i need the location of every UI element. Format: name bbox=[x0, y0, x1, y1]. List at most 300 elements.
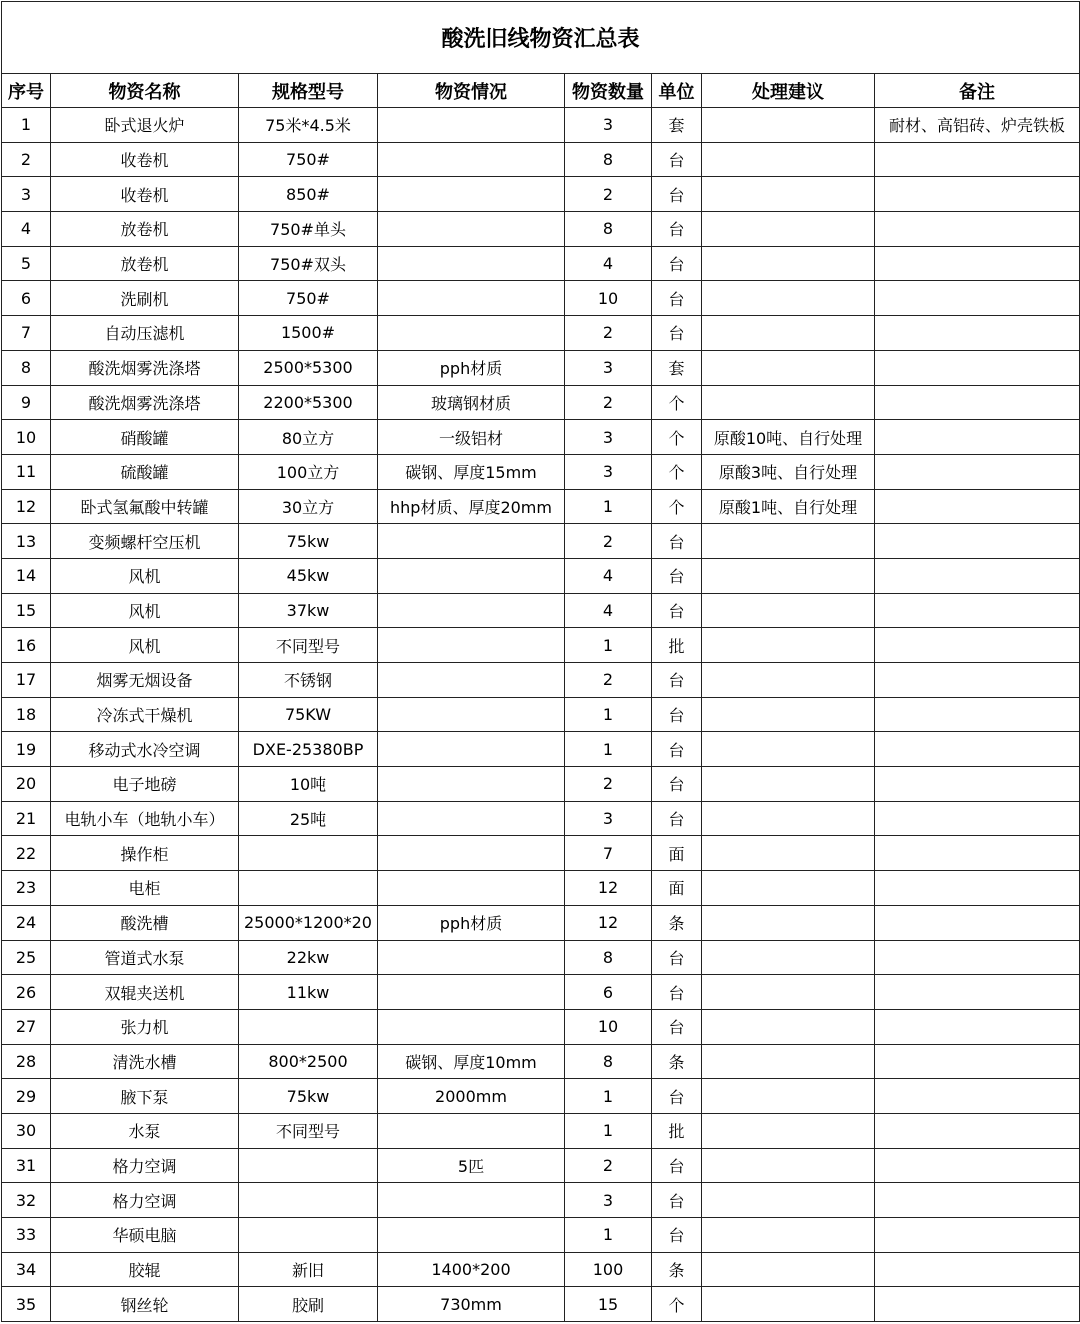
cell-remark bbox=[875, 628, 1080, 663]
table-row bbox=[2, 1148, 1080, 1183]
cell-quantity: 3 bbox=[565, 1183, 652, 1218]
cell-remark bbox=[875, 1183, 1080, 1218]
table-row bbox=[2, 1044, 1080, 1079]
cell-suggestion bbox=[702, 142, 875, 177]
cell-unit: 面 bbox=[652, 871, 702, 906]
cell-unit: 套 bbox=[652, 350, 702, 385]
table-row bbox=[2, 1252, 1080, 1287]
cell-spec: 75kw bbox=[239, 524, 378, 559]
cell-condition: 碳钢、厚度15mm bbox=[378, 454, 565, 489]
cell-seq: 14 bbox=[2, 558, 51, 593]
cell-spec: 75KW bbox=[239, 697, 378, 732]
cell-seq: 28 bbox=[2, 1044, 51, 1079]
cell-name: 格力空调 bbox=[51, 1148, 239, 1183]
cell-suggestion bbox=[702, 281, 875, 316]
cell-remark bbox=[875, 420, 1080, 455]
cell-unit: 台 bbox=[652, 975, 702, 1010]
cell-suggestion bbox=[702, 558, 875, 593]
cell-condition bbox=[378, 593, 565, 628]
cell-unit: 台 bbox=[652, 767, 702, 802]
cell-name: 管道式水泵 bbox=[51, 940, 239, 975]
cell-unit: 台 bbox=[652, 1148, 702, 1183]
cell-seq: 32 bbox=[2, 1183, 51, 1218]
cell-suggestion bbox=[702, 767, 875, 802]
cell-quantity: 4 bbox=[565, 558, 652, 593]
cell-suggestion bbox=[702, 593, 875, 628]
cell-quantity: 3 bbox=[565, 108, 652, 143]
table-row bbox=[2, 350, 1080, 385]
cell-name: 风机 bbox=[51, 558, 239, 593]
cell-remark bbox=[875, 801, 1080, 836]
cell-name: 酸洗槽 bbox=[51, 905, 239, 940]
table-row bbox=[2, 1287, 1080, 1322]
cell-quantity: 2 bbox=[565, 177, 652, 212]
cell-spec: 100立方 bbox=[239, 454, 378, 489]
cell-quantity: 2 bbox=[565, 385, 652, 420]
cell-spec: 750#单头 bbox=[239, 212, 378, 247]
cell-seq: 25 bbox=[2, 940, 51, 975]
cell-quantity: 100 bbox=[565, 1252, 652, 1287]
cell-unit: 条 bbox=[652, 905, 702, 940]
cell-quantity: 1 bbox=[565, 1113, 652, 1148]
cell-remark bbox=[875, 975, 1080, 1010]
cell-quantity: 1 bbox=[565, 1218, 652, 1253]
header-remark: 备注 bbox=[875, 74, 1080, 108]
cell-name: 华硕电脑 bbox=[51, 1218, 239, 1253]
cell-unit: 台 bbox=[652, 1079, 702, 1114]
cell-quantity: 1 bbox=[565, 697, 652, 732]
cell-remark bbox=[875, 767, 1080, 802]
table-row bbox=[2, 940, 1080, 975]
cell-remark bbox=[875, 281, 1080, 316]
cell-suggestion bbox=[702, 975, 875, 1010]
cell-quantity: 1 bbox=[565, 628, 652, 663]
cell-suggestion: 原酸3吨、自行处理 bbox=[702, 454, 875, 489]
cell-remark bbox=[875, 697, 1080, 732]
cell-suggestion bbox=[702, 1148, 875, 1183]
cell-condition bbox=[378, 628, 565, 663]
cell-name: 烟雾无烟设备 bbox=[51, 663, 239, 698]
cell-unit: 台 bbox=[652, 212, 702, 247]
cell-name: 收卷机 bbox=[51, 177, 239, 212]
cell-condition bbox=[378, 316, 565, 351]
table-row bbox=[2, 1079, 1080, 1114]
cell-quantity: 2 bbox=[565, 524, 652, 559]
cell-spec: 不同型号 bbox=[239, 628, 378, 663]
cell-seq: 3 bbox=[2, 177, 51, 212]
table-row bbox=[2, 558, 1080, 593]
header-spec: 规格型号 bbox=[239, 74, 378, 108]
cell-suggestion bbox=[702, 1252, 875, 1287]
cell-remark bbox=[875, 1009, 1080, 1044]
cell-spec: 75米*4.5米 bbox=[239, 108, 378, 143]
cell-condition bbox=[378, 524, 565, 559]
cell-name: 硫酸罐 bbox=[51, 454, 239, 489]
cell-spec: 11kw bbox=[239, 975, 378, 1010]
table-row bbox=[2, 454, 1080, 489]
cell-seq: 4 bbox=[2, 212, 51, 247]
cell-name: 冷冻式干燥机 bbox=[51, 697, 239, 732]
cell-quantity: 2 bbox=[565, 1148, 652, 1183]
cell-suggestion bbox=[702, 524, 875, 559]
cell-condition bbox=[378, 697, 565, 732]
cell-suggestion bbox=[702, 871, 875, 906]
cell-spec: 750#双头 bbox=[239, 246, 378, 281]
cell-suggestion bbox=[702, 628, 875, 663]
cell-remark bbox=[875, 212, 1080, 247]
cell-name: 格力空调 bbox=[51, 1183, 239, 1218]
cell-name: 张力机 bbox=[51, 1009, 239, 1044]
cell-remark bbox=[875, 905, 1080, 940]
cell-seq: 24 bbox=[2, 905, 51, 940]
cell-unit: 台 bbox=[652, 1183, 702, 1218]
cell-quantity: 4 bbox=[565, 246, 652, 281]
cell-suggestion bbox=[702, 1079, 875, 1114]
table-row bbox=[2, 836, 1080, 871]
table-row bbox=[2, 489, 1080, 524]
cell-condition bbox=[378, 108, 565, 143]
cell-suggestion bbox=[702, 801, 875, 836]
cell-name: 酸洗烟雾洗涤塔 bbox=[51, 350, 239, 385]
cell-spec: 75kw bbox=[239, 1079, 378, 1114]
cell-quantity: 1 bbox=[565, 1079, 652, 1114]
table-row bbox=[2, 1113, 1080, 1148]
header-seq: 序号 bbox=[2, 74, 51, 108]
cell-unit: 台 bbox=[652, 316, 702, 351]
cell-spec: 800*2500 bbox=[239, 1044, 378, 1079]
cell-condition: hhp材质、厚度20mm bbox=[378, 489, 565, 524]
cell-seq: 29 bbox=[2, 1079, 51, 1114]
cell-quantity: 7 bbox=[565, 836, 652, 871]
cell-spec: 胶刷 bbox=[239, 1287, 378, 1322]
cell-remark: 耐材、高铝砖、炉壳铁板 bbox=[875, 108, 1080, 143]
table-row bbox=[2, 1183, 1080, 1218]
cell-seq: 35 bbox=[2, 1287, 51, 1322]
cell-unit: 套 bbox=[652, 108, 702, 143]
cell-quantity: 3 bbox=[565, 350, 652, 385]
cell-remark bbox=[875, 1218, 1080, 1253]
table-row bbox=[2, 697, 1080, 732]
cell-remark bbox=[875, 940, 1080, 975]
cell-name: 水泵 bbox=[51, 1113, 239, 1148]
cell-suggestion bbox=[702, 108, 875, 143]
cell-spec bbox=[239, 1183, 378, 1218]
cell-suggestion bbox=[702, 905, 875, 940]
cell-spec bbox=[239, 836, 378, 871]
cell-unit: 个 bbox=[652, 1287, 702, 1322]
cell-suggestion bbox=[702, 1044, 875, 1079]
cell-suggestion bbox=[702, 940, 875, 975]
cell-suggestion bbox=[702, 663, 875, 698]
cell-unit: 批 bbox=[652, 1113, 702, 1148]
cell-remark bbox=[875, 1079, 1080, 1114]
cell-suggestion bbox=[702, 1113, 875, 1148]
cell-remark bbox=[875, 177, 1080, 212]
cell-seq: 5 bbox=[2, 246, 51, 281]
cell-spec: 1500# bbox=[239, 316, 378, 351]
cell-unit: 台 bbox=[652, 1218, 702, 1253]
table-row bbox=[2, 593, 1080, 628]
cell-quantity: 3 bbox=[565, 801, 652, 836]
cell-seq: 7 bbox=[2, 316, 51, 351]
cell-quantity: 2 bbox=[565, 663, 652, 698]
cell-remark bbox=[875, 454, 1080, 489]
header-condition: 物资情况 bbox=[378, 74, 565, 108]
cell-quantity: 2 bbox=[565, 316, 652, 351]
cell-suggestion bbox=[702, 246, 875, 281]
header-unit: 单位 bbox=[652, 74, 702, 108]
cell-condition bbox=[378, 767, 565, 802]
cell-suggestion bbox=[702, 836, 875, 871]
cell-name: 腋下泵 bbox=[51, 1079, 239, 1114]
cell-seq: 34 bbox=[2, 1252, 51, 1287]
table-row bbox=[2, 281, 1080, 316]
cell-seq: 19 bbox=[2, 732, 51, 767]
title-row bbox=[2, 2, 1080, 74]
cell-spec: 不同型号 bbox=[239, 1113, 378, 1148]
cell-spec bbox=[239, 871, 378, 906]
cell-name: 操作柜 bbox=[51, 836, 239, 871]
cell-suggestion: 原酸10吨、自行处理 bbox=[702, 420, 875, 455]
cell-condition bbox=[378, 732, 565, 767]
cell-remark bbox=[875, 350, 1080, 385]
cell-remark bbox=[875, 732, 1080, 767]
cell-quantity: 8 bbox=[565, 1044, 652, 1079]
table-row bbox=[2, 663, 1080, 698]
cell-condition: 2000mm bbox=[378, 1079, 565, 1114]
cell-seq: 23 bbox=[2, 871, 51, 906]
cell-quantity: 1 bbox=[565, 489, 652, 524]
cell-remark bbox=[875, 558, 1080, 593]
cell-quantity: 3 bbox=[565, 420, 652, 455]
cell-spec bbox=[239, 1148, 378, 1183]
cell-seq: 2 bbox=[2, 142, 51, 177]
cell-suggestion bbox=[702, 385, 875, 420]
cell-quantity: 8 bbox=[565, 212, 652, 247]
cell-name: 电轨小车（地轨小车） bbox=[51, 801, 239, 836]
cell-name: 硝酸罐 bbox=[51, 420, 239, 455]
table-row bbox=[2, 316, 1080, 351]
cell-spec: DXE-25380BP bbox=[239, 732, 378, 767]
cell-spec: 45kw bbox=[239, 558, 378, 593]
cell-seq: 13 bbox=[2, 524, 51, 559]
table-row bbox=[2, 1218, 1080, 1253]
cell-name: 清洗水槽 bbox=[51, 1044, 239, 1079]
cell-quantity: 15 bbox=[565, 1287, 652, 1322]
cell-spec: 750# bbox=[239, 142, 378, 177]
cell-spec: 2200*5300 bbox=[239, 385, 378, 420]
table-row bbox=[2, 871, 1080, 906]
cell-seq: 33 bbox=[2, 1218, 51, 1253]
cell-remark bbox=[875, 1113, 1080, 1148]
cell-seq: 17 bbox=[2, 663, 51, 698]
table-row bbox=[2, 212, 1080, 247]
cell-name: 卧式氢氟酸中转罐 bbox=[51, 489, 239, 524]
cell-remark bbox=[875, 836, 1080, 871]
cell-spec: 25000*1200*20 bbox=[239, 905, 378, 940]
cell-unit: 面 bbox=[652, 836, 702, 871]
cell-name: 电柜 bbox=[51, 871, 239, 906]
cell-condition bbox=[378, 142, 565, 177]
cell-remark bbox=[875, 1287, 1080, 1322]
cell-remark bbox=[875, 1044, 1080, 1079]
cell-spec: 10吨 bbox=[239, 767, 378, 802]
cell-seq: 1 bbox=[2, 108, 51, 143]
header-suggestion: 处理建议 bbox=[702, 74, 875, 108]
cell-condition: pph材质 bbox=[378, 905, 565, 940]
cell-spec: 80立方 bbox=[239, 420, 378, 455]
cell-condition: 5匹 bbox=[378, 1148, 565, 1183]
cell-spec: 30立方 bbox=[239, 489, 378, 524]
table-row bbox=[2, 108, 1080, 143]
cell-name: 风机 bbox=[51, 628, 239, 663]
cell-quantity: 8 bbox=[565, 142, 652, 177]
cell-quantity: 3 bbox=[565, 454, 652, 489]
cell-unit: 个 bbox=[652, 385, 702, 420]
cell-seq: 9 bbox=[2, 385, 51, 420]
cell-remark bbox=[875, 871, 1080, 906]
table-row bbox=[2, 801, 1080, 836]
cell-spec: 850# bbox=[239, 177, 378, 212]
cell-condition bbox=[378, 1218, 565, 1253]
cell-spec: 2500*5300 bbox=[239, 350, 378, 385]
table-row bbox=[2, 905, 1080, 940]
cell-unit: 台 bbox=[652, 940, 702, 975]
cell-name: 风机 bbox=[51, 593, 239, 628]
cell-quantity: 12 bbox=[565, 905, 652, 940]
cell-condition: 碳钢、厚度10mm bbox=[378, 1044, 565, 1079]
cell-seq: 31 bbox=[2, 1148, 51, 1183]
cell-name: 放卷机 bbox=[51, 212, 239, 247]
cell-spec bbox=[239, 1009, 378, 1044]
cell-unit: 台 bbox=[652, 281, 702, 316]
cell-remark bbox=[875, 1252, 1080, 1287]
cell-quantity: 8 bbox=[565, 940, 652, 975]
cell-remark bbox=[875, 1148, 1080, 1183]
cell-seq: 16 bbox=[2, 628, 51, 663]
cell-condition: 玻璃钢材质 bbox=[378, 385, 565, 420]
cell-spec: 25吨 bbox=[239, 801, 378, 836]
cell-spec: 750# bbox=[239, 281, 378, 316]
cell-seq: 27 bbox=[2, 1009, 51, 1044]
table-row bbox=[2, 767, 1080, 802]
cell-condition bbox=[378, 871, 565, 906]
cell-remark bbox=[875, 316, 1080, 351]
cell-condition bbox=[378, 246, 565, 281]
cell-condition: 一级铝材 bbox=[378, 420, 565, 455]
cell-seq: 18 bbox=[2, 697, 51, 732]
cell-remark bbox=[875, 385, 1080, 420]
cell-seq: 26 bbox=[2, 975, 51, 1010]
cell-suggestion bbox=[702, 177, 875, 212]
cell-seq: 11 bbox=[2, 454, 51, 489]
cell-seq: 30 bbox=[2, 1113, 51, 1148]
cell-name: 钢丝轮 bbox=[51, 1287, 239, 1322]
table-body bbox=[2, 2, 1080, 1322]
cell-spec: 不锈钢 bbox=[239, 663, 378, 698]
cell-suggestion bbox=[702, 1183, 875, 1218]
cell-spec: 新旧 bbox=[239, 1252, 378, 1287]
table-row bbox=[2, 246, 1080, 281]
cell-condition bbox=[378, 663, 565, 698]
cell-unit: 台 bbox=[652, 1009, 702, 1044]
cell-condition bbox=[378, 212, 565, 247]
cell-quantity: 1 bbox=[565, 732, 652, 767]
cell-quantity: 10 bbox=[565, 1009, 652, 1044]
header-name: 物资名称 bbox=[51, 74, 239, 108]
cell-name: 酸洗烟雾洗涤塔 bbox=[51, 385, 239, 420]
cell-condition bbox=[378, 558, 565, 593]
cell-name: 放卷机 bbox=[51, 246, 239, 281]
cell-condition bbox=[378, 836, 565, 871]
cell-unit: 台 bbox=[652, 177, 702, 212]
cell-seq: 8 bbox=[2, 350, 51, 385]
table-row bbox=[2, 524, 1080, 559]
cell-unit: 台 bbox=[652, 524, 702, 559]
cell-suggestion bbox=[702, 316, 875, 351]
cell-unit: 台 bbox=[652, 732, 702, 767]
header-row bbox=[2, 74, 1080, 108]
cell-name: 收卷机 bbox=[51, 142, 239, 177]
cell-condition: 730mm bbox=[378, 1287, 565, 1322]
cell-remark bbox=[875, 246, 1080, 281]
cell-quantity: 4 bbox=[565, 593, 652, 628]
cell-suggestion bbox=[702, 350, 875, 385]
cell-unit: 台 bbox=[652, 663, 702, 698]
cell-unit: 台 bbox=[652, 142, 702, 177]
cell-seq: 22 bbox=[2, 836, 51, 871]
table-row bbox=[2, 142, 1080, 177]
table-row bbox=[2, 385, 1080, 420]
cell-name: 双辊夹送机 bbox=[51, 975, 239, 1010]
table-row bbox=[2, 628, 1080, 663]
cell-seq: 21 bbox=[2, 801, 51, 836]
cell-remark bbox=[875, 142, 1080, 177]
cell-condition bbox=[378, 940, 565, 975]
cell-suggestion bbox=[702, 212, 875, 247]
cell-suggestion bbox=[702, 732, 875, 767]
cell-unit: 台 bbox=[652, 558, 702, 593]
cell-suggestion bbox=[702, 1287, 875, 1322]
table-row bbox=[2, 420, 1080, 455]
cell-unit: 台 bbox=[652, 801, 702, 836]
cell-suggestion: 原酸1吨、自行处理 bbox=[702, 489, 875, 524]
cell-unit: 条 bbox=[652, 1044, 702, 1079]
cell-remark bbox=[875, 524, 1080, 559]
cell-spec: 22kw bbox=[239, 940, 378, 975]
cell-suggestion bbox=[702, 1218, 875, 1253]
cell-condition: 1400*200 bbox=[378, 1252, 565, 1287]
cell-remark bbox=[875, 593, 1080, 628]
material-summary-table bbox=[1, 1, 1080, 1322]
cell-unit: 个 bbox=[652, 420, 702, 455]
cell-suggestion bbox=[702, 1009, 875, 1044]
cell-name: 洗刷机 bbox=[51, 281, 239, 316]
table-row bbox=[2, 1009, 1080, 1044]
cell-name: 自动压滤机 bbox=[51, 316, 239, 351]
table-row bbox=[2, 177, 1080, 212]
cell-condition bbox=[378, 801, 565, 836]
cell-unit: 台 bbox=[652, 593, 702, 628]
cell-unit: 个 bbox=[652, 489, 702, 524]
table-title: 酸洗旧线物资汇总表 bbox=[2, 2, 1080, 74]
cell-seq: 10 bbox=[2, 420, 51, 455]
cell-quantity: 2 bbox=[565, 767, 652, 802]
cell-condition bbox=[378, 1009, 565, 1044]
cell-seq: 15 bbox=[2, 593, 51, 628]
cell-unit: 台 bbox=[652, 697, 702, 732]
cell-condition bbox=[378, 281, 565, 316]
